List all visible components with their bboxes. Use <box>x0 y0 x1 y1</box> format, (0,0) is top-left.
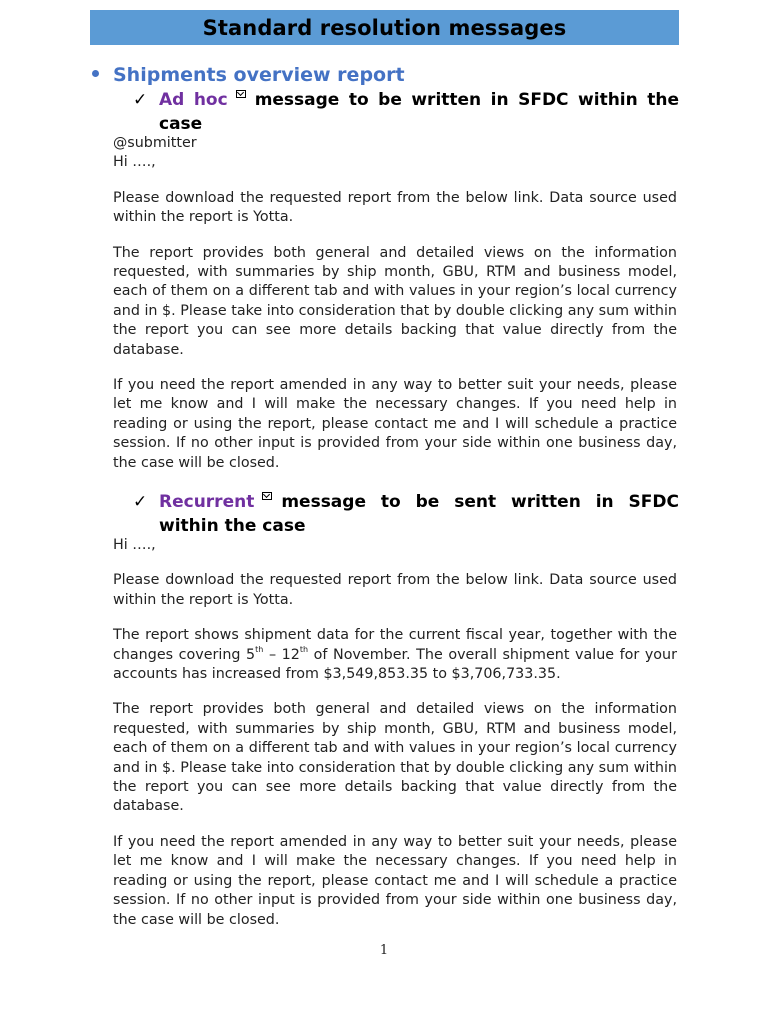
recurrent-paragraph-1: Please download the requested report from the below link. Data source used within the report is Yotta. <box>113 572 677 608</box>
recurrent-paragraph-2-part-b: – 12 <box>263 646 300 663</box>
page-number: 1 <box>379 943 389 958</box>
recurrent-label: Recurrent <box>159 492 255 512</box>
section-heading <box>90 64 405 86</box>
mail-icon <box>262 492 272 500</box>
check-icon: ✓ <box>133 492 148 512</box>
recurrent-greeting: Hi …., <box>113 537 156 553</box>
recurrent-paragraph-2 <box>113 626 677 684</box>
bullet-icon <box>92 70 99 77</box>
recurrent-paragraph-3: The report provides both general and detailed views on the information requested, with summaries by ship month, GBU, RTM and business model, each of them on a different tab and with values in your region’s local currency and in $. Please take into consideration that by double clicking any sum within the report you can see more details backing that value directly from the database. <box>113 701 677 815</box>
page-title: Standard resolution messages <box>202 15 567 40</box>
adhoc-greeting: Hi …., <box>113 154 156 171</box>
recurrent-paragraph-2-part-c: of November. The overall shipment value for your accounts has increased from $3,549,853.35 to $3,706,733.35. <box>113 646 677 683</box>
superscript: th <box>255 644 264 654</box>
recurrent-body <box>113 536 677 930</box>
adhoc-paragraph-3: If you need the report amended in any way to better suit your needs, please let me know and I will make the necessary changes. If you need help in reading or using the report, please contact me and I will schedule a practice session. If no other input is provided from your side within one business day, the case will be closed. <box>113 377 677 471</box>
title-bar <box>90 10 679 45</box>
recurrent-paragraph-2-part-a: The report shows shipment data for the current fiscal year, together with the changes covering 5 <box>113 627 677 663</box>
adhoc-paragraph-1: Please download the requested report from the below link. Data source used within the report is Yotta. <box>113 189 677 226</box>
adhoc-label: Ad hoc <box>159 90 228 110</box>
adhoc-heading-text: message to be written in SFDC within the case <box>159 90 679 134</box>
mail-icon <box>236 90 246 98</box>
section-title: Shipments overview report <box>113 64 405 86</box>
adhoc-body <box>113 134 677 473</box>
adhoc-mention: @submitter <box>113 135 197 151</box>
adhoc-paragraph-2: The report provides both general and detailed views on the information requested, with summaries by ship month, GBU, RTM and business model, each of them on a different tab and with values in your region’s local currency and in $. Please take into consideration that by double clicking any sum within the report you can see more details backing that value directly from the database. <box>113 244 677 358</box>
recurrent-paragraph-4: If you need the report amended in any way to better suit your needs, please let me know and I will make the necessary changes. If you need help in reading or using the report, please contact me and I will schedule a practice session. If no other input is provided from your side within one business day, the case will be closed. <box>113 833 677 928</box>
adhoc-heading <box>133 88 679 136</box>
superscript: th <box>299 644 309 654</box>
recurrent-heading <box>133 490 679 538</box>
check-icon: ✓ <box>133 90 148 110</box>
recurrent-heading-text: message to be sent written in SFDC within the case <box>159 492 679 536</box>
